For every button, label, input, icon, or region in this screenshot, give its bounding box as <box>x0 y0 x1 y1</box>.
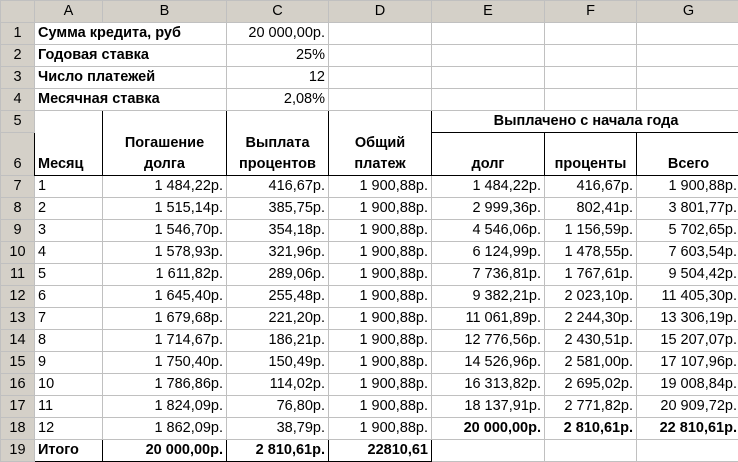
sheet-row <box>1 23 738 45</box>
month-cell[interactable]: 4 <box>35 242 103 264</box>
column-header-c[interactable]: C <box>227 1 329 23</box>
table-row <box>1 198 738 220</box>
row-header[interactable]: 8 <box>1 198 35 220</box>
cell[interactable] <box>432 440 545 462</box>
ytd-interest-cell[interactable]: 2 244,30р. <box>545 308 637 330</box>
ytd-debt-cell[interactable]: 7 736,81р. <box>432 264 545 286</box>
ytd-total-cell[interactable]: 17 107,96р. <box>637 352 738 374</box>
month-cell[interactable]: 7 <box>35 308 103 330</box>
totals-label-cell[interactable]: Итого <box>35 440 103 462</box>
payment-cell[interactable]: 1 900,88р. <box>329 286 432 308</box>
principal-cell[interactable]: 1 786,86р. <box>103 374 227 396</box>
ytd-debt-cell[interactable]: 2 999,36р. <box>432 198 545 220</box>
interest-cell[interactable]: 221,20р. <box>227 308 329 330</box>
header-total-line2: платеж <box>332 154 428 175</box>
table-row <box>1 286 738 308</box>
header-interest-line2: процентов <box>230 154 325 175</box>
row-header[interactable]: 15 <box>1 352 35 374</box>
ytd-total-cell[interactable]: 13 306,19р. <box>637 308 738 330</box>
ytd-debt-cell[interactable]: 18 137,91р. <box>432 396 545 418</box>
table-row <box>1 176 738 198</box>
ytd-debt-cell[interactable]: 9 382,21р. <box>432 286 545 308</box>
sheet-row <box>1 45 738 67</box>
column-header-g[interactable]: G <box>637 1 738 23</box>
row-header[interactable]: 2 <box>1 45 35 67</box>
ytd-debt-cell[interactable]: 14 526,96р. <box>432 352 545 374</box>
ytd-interest-cell[interactable]: 1 156,59р. <box>545 220 637 242</box>
month-cell[interactable]: 8 <box>35 330 103 352</box>
table-row <box>1 242 738 264</box>
ytd-debt-cell[interactable]: 4 546,06р. <box>432 220 545 242</box>
cell[interactable] <box>637 67 738 89</box>
principal-cell[interactable]: 1 515,14р. <box>103 198 227 220</box>
table-row <box>1 220 738 242</box>
month-cell[interactable]: 1 <box>35 176 103 198</box>
header-interest-line1: Выплата <box>230 133 325 154</box>
payment-cell[interactable]: 1 900,88р. <box>329 220 432 242</box>
interest-cell[interactable]: 76,80р. <box>227 396 329 418</box>
cell[interactable] <box>637 89 738 111</box>
param-label-cell[interactable]: Сумма кредита, руб <box>35 23 227 45</box>
header-ytd-cell[interactable]: Выплачено с начала года <box>432 111 738 133</box>
interest-cell[interactable]: 255,48р. <box>227 286 329 308</box>
param-label-cell[interactable]: Месячная ставка <box>35 89 227 111</box>
ytd-interest-cell[interactable]: 1 767,61р. <box>545 264 637 286</box>
table-row <box>1 352 738 374</box>
ytd-total-cell[interactable]: 7 603,54р. <box>637 242 738 264</box>
cell[interactable] <box>545 45 637 67</box>
sheet-row <box>1 111 738 133</box>
header-ytd-total-cell[interactable]: Всего <box>637 133 738 176</box>
payment-cell[interactable]: 1 900,88р. <box>329 374 432 396</box>
payment-cell[interactable]: 1 900,88р. <box>329 418 432 440</box>
month-cell[interactable]: 12 <box>35 418 103 440</box>
table-row <box>1 308 738 330</box>
sheet-row <box>1 67 738 89</box>
row-header[interactable]: 16 <box>1 374 35 396</box>
ytd-interest-cell[interactable]: 2 695,02р. <box>545 374 637 396</box>
cell[interactable] <box>432 89 545 111</box>
payment-cell[interactable]: 1 900,88р. <box>329 198 432 220</box>
ytd-interest-cell[interactable]: 2 771,82р. <box>545 396 637 418</box>
row-header[interactable]: 10 <box>1 242 35 264</box>
ytd-total-cell[interactable]: 5 702,65р. <box>637 220 738 242</box>
row-header[interactable]: 11 <box>1 264 35 286</box>
ytd-interest-cell[interactable]: 2 023,10р. <box>545 286 637 308</box>
cell[interactable] <box>432 45 545 67</box>
payment-cell[interactable]: 1 900,88р. <box>329 176 432 198</box>
row-header[interactable]: 19 <box>1 440 35 462</box>
ytd-interest-cell[interactable]: 416,67р. <box>545 176 637 198</box>
payment-cell[interactable]: 1 900,88р. <box>329 352 432 374</box>
month-cell[interactable]: 2 <box>35 198 103 220</box>
ytd-total-cell[interactable]: 20 909,72р. <box>637 396 738 418</box>
payment-cell[interactable]: 1 900,88р. <box>329 308 432 330</box>
header-total-line1: Общий <box>332 133 428 154</box>
row-header[interactable]: 7 <box>1 176 35 198</box>
row-header[interactable]: 14 <box>1 330 35 352</box>
month-cell[interactable]: 9 <box>35 352 103 374</box>
interest-cell[interactable]: 150,49р. <box>227 352 329 374</box>
row-header[interactable]: 12 <box>1 286 35 308</box>
interest-cell[interactable]: 416,67р. <box>227 176 329 198</box>
interest-cell[interactable]: 385,75р. <box>227 198 329 220</box>
totals-interest-cell[interactable]: 2 810,61р. <box>227 440 329 462</box>
param-value-cell[interactable]: 2,08% <box>227 89 329 111</box>
principal-cell[interactable]: 1 862,09р. <box>103 418 227 440</box>
interest-cell[interactable]: 38,79р. <box>227 418 329 440</box>
cell[interactable] <box>545 440 637 462</box>
table-row <box>1 374 738 396</box>
sheet-row <box>1 89 738 111</box>
principal-cell[interactable]: 1 546,70р. <box>103 220 227 242</box>
table-row <box>1 396 738 418</box>
row-header[interactable]: 4 <box>1 89 35 111</box>
ytd-total-cell[interactable]: 22 810,61р. <box>637 418 738 440</box>
ytd-debt-cell[interactable]: 1 484,22р. <box>432 176 545 198</box>
table-row <box>1 264 738 286</box>
principal-cell[interactable]: 1 484,22р. <box>103 176 227 198</box>
column-header-row <box>1 1 738 23</box>
param-label-cell[interactable]: Число платежей <box>35 67 227 89</box>
ytd-debt-cell[interactable]: 16 313,82р. <box>432 374 545 396</box>
param-label-cell[interactable]: Годовая ставка <box>35 45 227 67</box>
cell[interactable] <box>545 89 637 111</box>
ytd-interest-cell[interactable]: 1 478,55р. <box>545 242 637 264</box>
header-principal-cell[interactable] <box>103 111 227 176</box>
cell[interactable] <box>329 67 432 89</box>
totals-total-cell[interactable]: 22810,61 <box>329 440 432 462</box>
table-row <box>1 418 738 440</box>
cell[interactable] <box>432 67 545 89</box>
cell[interactable] <box>329 23 432 45</box>
param-value-cell[interactable]: 12 <box>227 67 329 89</box>
column-header-f[interactable]: F <box>545 1 637 23</box>
param-value-cell[interactable]: 20 000,00р. <box>227 23 329 45</box>
header-month-cell[interactable]: Месяц <box>35 111 103 176</box>
principal-cell[interactable]: 1 714,67р. <box>103 330 227 352</box>
ytd-total-cell[interactable]: 9 504,42р. <box>637 264 738 286</box>
interest-cell[interactable]: 321,96р. <box>227 242 329 264</box>
ytd-interest-cell[interactable]: 802,41р. <box>545 198 637 220</box>
row-header[interactable]: 13 <box>1 308 35 330</box>
cell[interactable] <box>637 45 738 67</box>
totals-row <box>1 440 738 462</box>
payment-cell[interactable]: 1 900,88р. <box>329 242 432 264</box>
column-header-e[interactable]: E <box>432 1 545 23</box>
column-header-a[interactable]: A <box>35 1 103 23</box>
ytd-total-cell[interactable]: 19 008,84р. <box>637 374 738 396</box>
ytd-interest-cell[interactable]: 2 430,51р. <box>545 330 637 352</box>
param-value-cell[interactable]: 25% <box>227 45 329 67</box>
column-header-d[interactable]: D <box>329 1 432 23</box>
row-header[interactable]: 1 <box>1 23 35 45</box>
cell[interactable] <box>637 440 738 462</box>
header-principal-line2: долга <box>106 154 223 175</box>
cell[interactable] <box>329 89 432 111</box>
principal-cell[interactable]: 1 750,40р. <box>103 352 227 374</box>
cell[interactable] <box>432 23 545 45</box>
ytd-total-cell[interactable]: 11 405,30р. <box>637 286 738 308</box>
cell[interactable] <box>329 45 432 67</box>
payment-cell[interactable]: 1 900,88р. <box>329 264 432 286</box>
month-cell[interactable]: 11 <box>35 396 103 418</box>
row-header[interactable]: 3 <box>1 67 35 89</box>
payment-cell[interactable]: 1 900,88р. <box>329 396 432 418</box>
interest-cell[interactable]: 186,21р. <box>227 330 329 352</box>
row-header[interactable]: 18 <box>1 418 35 440</box>
row-header[interactable]: 17 <box>1 396 35 418</box>
header-principal-line1: Погашение <box>106 133 223 154</box>
cell[interactable] <box>545 23 637 45</box>
table-row <box>1 330 738 352</box>
principal-cell[interactable]: 1 611,82р. <box>103 264 227 286</box>
month-cell[interactable]: 6 <box>35 286 103 308</box>
cell[interactable] <box>545 67 637 89</box>
principal-cell[interactable]: 1 578,93р. <box>103 242 227 264</box>
ytd-debt-cell[interactable]: 6 124,99р. <box>432 242 545 264</box>
ytd-total-cell[interactable]: 1 900,88р. <box>637 176 738 198</box>
ytd-debt-cell[interactable]: 12 776,56р. <box>432 330 545 352</box>
ytd-debt-cell[interactable]: 11 061,89р. <box>432 308 545 330</box>
payment-schedule-body <box>1 176 738 440</box>
payment-cell[interactable]: 1 900,88р. <box>329 330 432 352</box>
header-ytd-debt-cell[interactable]: долг <box>432 133 545 176</box>
row-header[interactable]: 5 <box>1 111 35 133</box>
row-header[interactable]: 6 <box>1 133 35 176</box>
row-header[interactable]: 9 <box>1 220 35 242</box>
header-total-cell[interactable] <box>329 111 432 176</box>
month-cell[interactable]: 10 <box>35 374 103 396</box>
select-all-corner[interactable] <box>1 1 35 23</box>
ytd-total-cell[interactable]: 3 801,77р. <box>637 198 738 220</box>
ytd-interest-cell[interactable]: 2 581,00р. <box>545 352 637 374</box>
header-interest-cell[interactable] <box>227 111 329 176</box>
header-ytd-interest-cell[interactable]: проценты <box>545 133 637 176</box>
principal-cell[interactable]: 1 679,68р. <box>103 308 227 330</box>
principal-cell[interactable]: 1 824,09р. <box>103 396 227 418</box>
totals-principal-cell[interactable]: 20 000,00р. <box>103 440 227 462</box>
month-cell[interactable]: 3 <box>35 220 103 242</box>
ytd-interest-cell[interactable]: 2 810,61р. <box>545 418 637 440</box>
interest-cell[interactable]: 354,18р. <box>227 220 329 242</box>
interest-cell[interactable]: 114,02р. <box>227 374 329 396</box>
principal-cell[interactable]: 1 645,40р. <box>103 286 227 308</box>
cell[interactable] <box>637 23 738 45</box>
ytd-total-cell[interactable]: 15 207,07р. <box>637 330 738 352</box>
ytd-debt-cell[interactable]: 20 000,00р. <box>432 418 545 440</box>
column-header-b[interactable]: B <box>103 1 227 23</box>
month-cell[interactable]: 5 <box>35 264 103 286</box>
interest-cell[interactable]: 289,06р. <box>227 264 329 286</box>
